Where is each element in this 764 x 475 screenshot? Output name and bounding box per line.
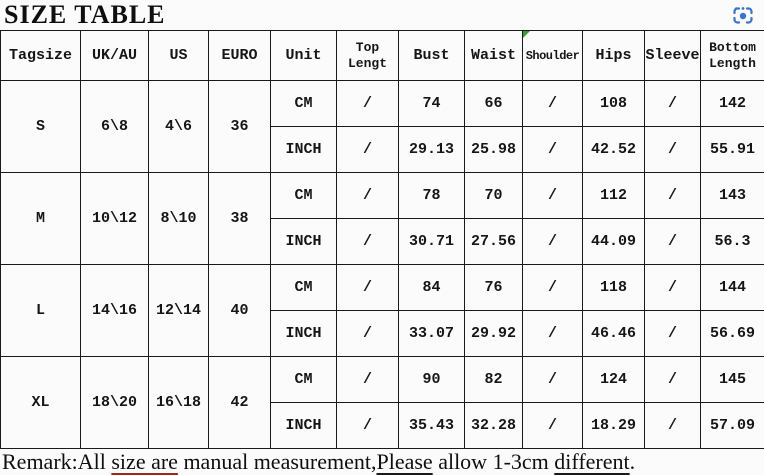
table-row-s-cm bbox=[1, 81, 764, 127]
bust-value: 90 bbox=[399, 357, 465, 403]
tagsize-cell: M bbox=[1, 173, 81, 265]
remark-segment-underlined: size are bbox=[111, 449, 178, 474]
waist-value: 76 bbox=[465, 265, 523, 311]
euro-cell: 36 bbox=[209, 81, 271, 173]
top-length-value: / bbox=[337, 173, 399, 219]
hips-value: 118 bbox=[583, 265, 645, 311]
top-length-value: / bbox=[337, 357, 399, 403]
shoulder-value: / bbox=[523, 403, 583, 449]
top-length-value: / bbox=[337, 127, 399, 173]
shoulder-value: / bbox=[523, 265, 583, 311]
unit-cell: CM bbox=[271, 265, 337, 311]
bust-value: 35.43 bbox=[399, 403, 465, 449]
top-length-value: / bbox=[337, 81, 399, 127]
ukau-cell: 18\20 bbox=[81, 357, 149, 449]
bottom-length-value: 144 bbox=[701, 265, 764, 311]
page-title: SIZE TABLE bbox=[0, 0, 764, 30]
unit-cell: CM bbox=[271, 81, 337, 127]
us-cell: 4\6 bbox=[149, 81, 209, 173]
bottom-length-value: 142 bbox=[701, 81, 764, 127]
waist-value: 32.28 bbox=[465, 403, 523, 449]
col-header-tagsize: Tagsize bbox=[1, 31, 81, 81]
col-header-shoulder: Shoulder bbox=[523, 31, 583, 81]
us-cell: 16\18 bbox=[149, 357, 209, 449]
bottom-length-value: 56.3 bbox=[701, 219, 764, 265]
bust-value: 33.07 bbox=[399, 311, 465, 357]
euro-cell: 40 bbox=[209, 265, 271, 357]
hips-value: 108 bbox=[583, 81, 645, 127]
remark-segment: . bbox=[630, 449, 636, 474]
ukau-cell: 10\12 bbox=[81, 173, 149, 265]
hips-value: 112 bbox=[583, 173, 645, 219]
sleeve-value: / bbox=[645, 357, 701, 403]
hips-value: 42.52 bbox=[583, 127, 645, 173]
waist-value: 25.98 bbox=[465, 127, 523, 173]
remark-segment-underlined: different bbox=[554, 449, 629, 474]
unit-cell: CM bbox=[271, 173, 337, 219]
top-length-value: / bbox=[337, 311, 399, 357]
bottom-length-value: 57.09 bbox=[701, 403, 764, 449]
hips-value: 46.46 bbox=[583, 311, 645, 357]
bottom-length-value: 145 bbox=[701, 357, 764, 403]
shoulder-value: / bbox=[523, 311, 583, 357]
sleeve-value: / bbox=[645, 127, 701, 173]
us-cell: 8\10 bbox=[149, 173, 209, 265]
col-header-ukau: UK/AU bbox=[81, 31, 149, 81]
sleeve-value: / bbox=[645, 173, 701, 219]
bottom-length-value: 143 bbox=[701, 173, 764, 219]
top-length-value: / bbox=[337, 403, 399, 449]
sleeve-value: / bbox=[645, 403, 701, 449]
shoulder-value: / bbox=[523, 127, 583, 173]
title-bar bbox=[0, 0, 764, 30]
col-header-sleeve: Sleeve bbox=[645, 31, 701, 81]
size-table bbox=[0, 30, 764, 449]
bust-value: 74 bbox=[399, 81, 465, 127]
ukau-cell: 14\16 bbox=[81, 265, 149, 357]
waist-value: 70 bbox=[465, 173, 523, 219]
sleeve-value: / bbox=[645, 219, 701, 265]
table-row-xl-cm bbox=[1, 357, 764, 403]
bottom-length-value: 56.69 bbox=[701, 311, 764, 357]
col-header-unit: Unit bbox=[271, 31, 337, 81]
waist-value: 66 bbox=[465, 81, 523, 127]
tagsize-cell: S bbox=[1, 81, 81, 173]
top-length-value: / bbox=[337, 265, 399, 311]
top-length-value: / bbox=[337, 219, 399, 265]
us-cell: 12\14 bbox=[149, 265, 209, 357]
remark-text bbox=[0, 449, 764, 475]
col-header-bottom-length: Bottom Length bbox=[701, 31, 764, 81]
shoulder-value: / bbox=[523, 173, 583, 219]
bust-value: 30.71 bbox=[399, 219, 465, 265]
remark-segment: allow 1-3cm bbox=[433, 449, 555, 474]
shoulder-value: / bbox=[523, 219, 583, 265]
remark-segment-underlined: Please bbox=[376, 449, 432, 474]
col-header-bust: Bust bbox=[399, 31, 465, 81]
bottom-length-value: 55.91 bbox=[701, 127, 764, 173]
col-header-euro: EURO bbox=[209, 31, 271, 81]
shoulder-value: / bbox=[523, 81, 583, 127]
tagsize-cell: XL bbox=[1, 357, 81, 449]
image-search-lens-icon[interactable] bbox=[732, 6, 754, 26]
remark-segment: manual measurement, bbox=[178, 449, 377, 474]
table-row-l-cm bbox=[1, 265, 764, 311]
waist-value: 27.56 bbox=[465, 219, 523, 265]
unit-cell: INCH bbox=[271, 403, 337, 449]
bust-value: 84 bbox=[399, 265, 465, 311]
hips-value: 124 bbox=[583, 357, 645, 403]
bust-value: 29.13 bbox=[399, 127, 465, 173]
waist-value: 82 bbox=[465, 357, 523, 403]
green-corner-marker-icon bbox=[523, 31, 530, 38]
table-row-m-cm bbox=[1, 173, 764, 219]
unit-cell: INCH bbox=[271, 311, 337, 357]
euro-cell: 42 bbox=[209, 357, 271, 449]
remark-segment: Remark:All bbox=[2, 449, 111, 474]
shoulder-value: / bbox=[523, 357, 583, 403]
col-header-waist: Waist bbox=[465, 31, 523, 81]
tagsize-cell: L bbox=[1, 265, 81, 357]
sleeve-value: / bbox=[645, 311, 701, 357]
ukau-cell: 6\8 bbox=[81, 81, 149, 173]
euro-cell: 38 bbox=[209, 173, 271, 265]
col-header-top-length: Top Lengt bbox=[337, 31, 399, 81]
col-header-hips: Hips bbox=[583, 31, 645, 81]
sleeve-value: / bbox=[645, 81, 701, 127]
col-header-us: US bbox=[149, 31, 209, 81]
sleeve-value: / bbox=[645, 265, 701, 311]
bust-value: 78 bbox=[399, 173, 465, 219]
header-row bbox=[1, 31, 764, 81]
unit-cell: CM bbox=[271, 357, 337, 403]
hips-value: 44.09 bbox=[583, 219, 645, 265]
unit-cell: INCH bbox=[271, 127, 337, 173]
unit-cell: INCH bbox=[271, 219, 337, 265]
hips-value: 18.29 bbox=[583, 403, 645, 449]
waist-value: 29.92 bbox=[465, 311, 523, 357]
